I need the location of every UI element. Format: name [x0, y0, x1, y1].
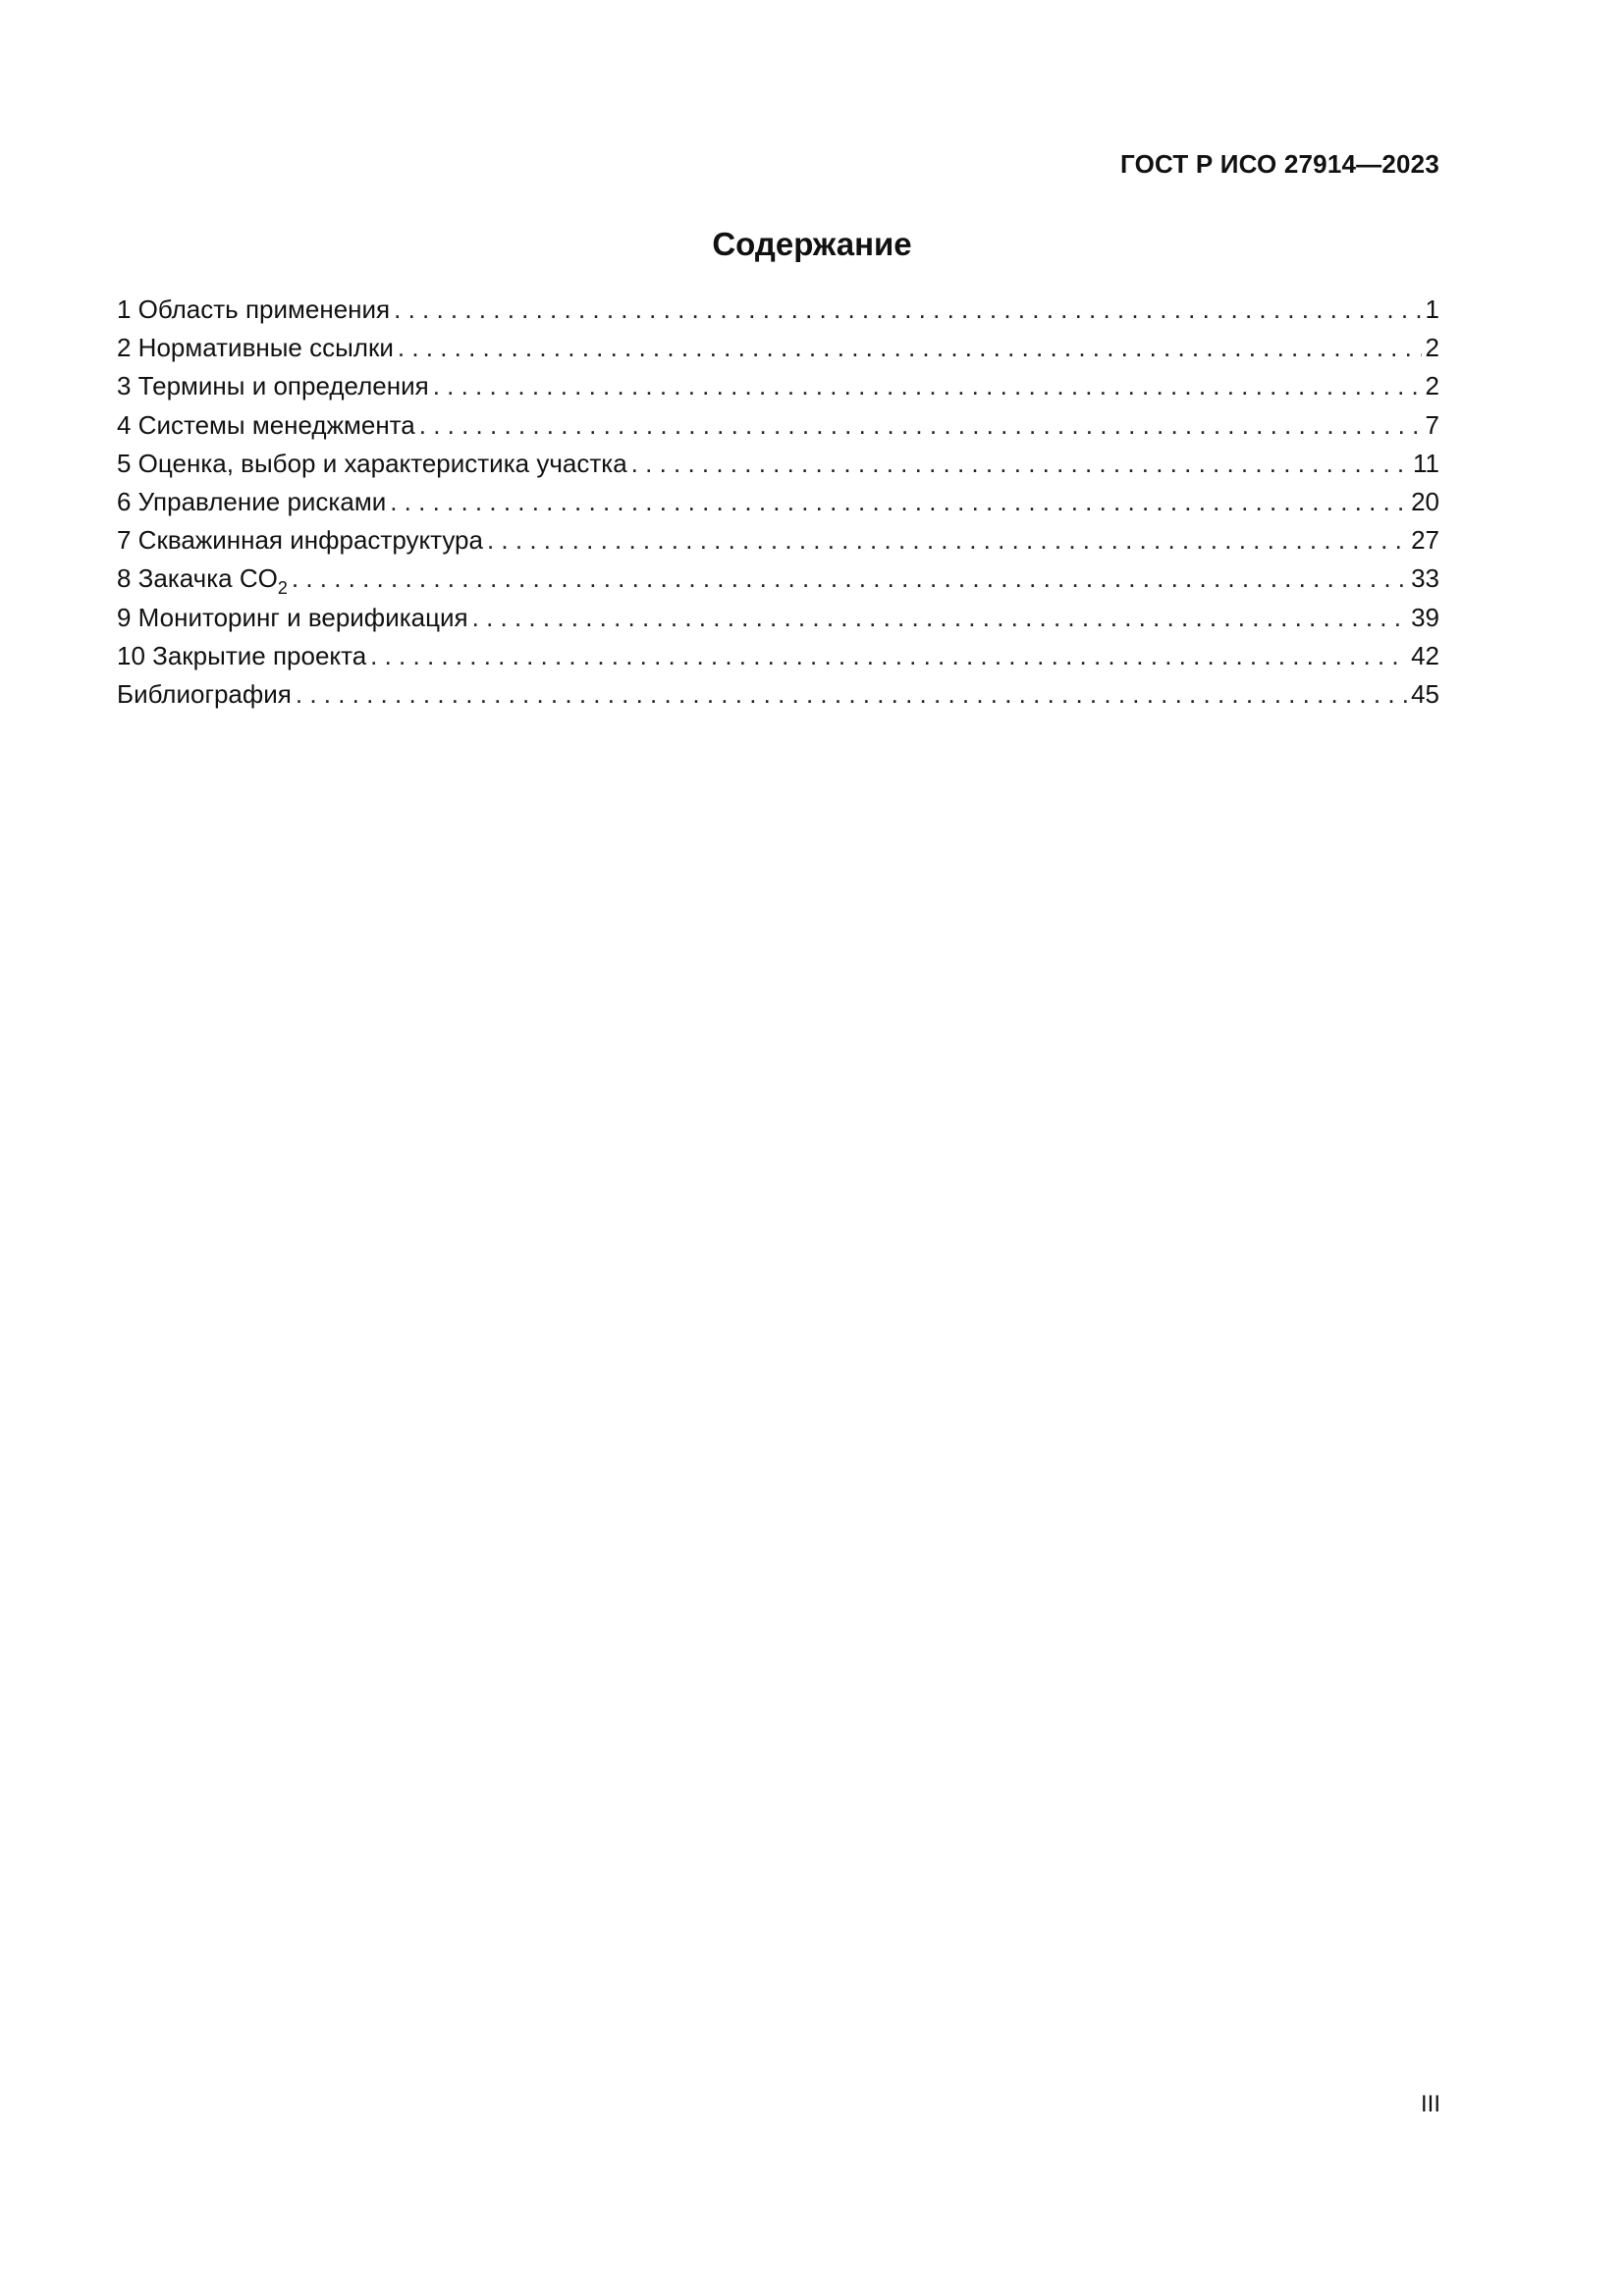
toc-entry-label: 6 Управление рисками [117, 486, 387, 516]
toc-leader-dots [398, 329, 1422, 367]
toc-leader-dots [433, 367, 1422, 405]
toc-entry-page: 1 [1425, 294, 1439, 324]
toc-entry-label: 7 Скважинная инфраструктура [117, 525, 483, 556]
toc-entry-label-text: 8 Закачка CO [117, 563, 278, 594]
page-number: III [1420, 2091, 1440, 2117]
table-of-contents [117, 291, 1439, 714]
toc-entry-label: 5 Оценка, выбор и характеристика участка [117, 448, 627, 478]
toc-entry-page: 45 [1411, 678, 1439, 709]
toc-entry-scope[interactable] [117, 291, 1439, 329]
toc-entry-page: 11 [1413, 448, 1439, 478]
toc-entry-risk-management[interactable] [117, 483, 1439, 521]
toc-entry-page: 2 [1425, 371, 1439, 401]
toc-entry-well-infrastructure[interactable] [117, 521, 1439, 560]
toc-entry-project-closure[interactable] [117, 637, 1439, 675]
toc-entry-monitoring-verification[interactable] [117, 599, 1439, 637]
toc-leader-dots [631, 445, 1409, 483]
toc-entry-management-systems[interactable] [117, 406, 1439, 445]
toc-leader-dots [370, 637, 1407, 675]
toc-entry-label: 1 Область применения [117, 294, 391, 324]
toc-entry-label [117, 560, 288, 598]
toc-leader-dots [487, 521, 1407, 560]
toc-entry-page: 20 [1411, 486, 1439, 516]
toc-entry-page: 27 [1411, 525, 1439, 556]
toc-entry-page: 39 [1411, 602, 1439, 632]
toc-entry-label: 4 Системы менеджмента [117, 409, 415, 440]
toc-entry-co2-injection[interactable] [117, 560, 1439, 598]
toc-entry-normative-references[interactable] [117, 329, 1439, 367]
toc-entry-page: 42 [1411, 640, 1439, 670]
document-code: ГОСТ Р ИСО 27914—2023 [1119, 149, 1439, 179]
toc-entry-label: Библиография [117, 678, 292, 709]
toc-leader-dots [472, 599, 1407, 637]
toc-leader-dots [390, 483, 1407, 521]
toc-leader-dots [394, 291, 1421, 329]
toc-entry-page: 2 [1425, 333, 1439, 363]
toc-leader-dots [419, 406, 1422, 445]
toc-entry-label: 3 Термины и определения [117, 371, 429, 401]
toc-entry-site-assessment[interactable] [117, 445, 1439, 483]
toc-entry-terms-definitions[interactable] [117, 367, 1439, 405]
toc-entry-bibliography[interactable] [117, 675, 1439, 714]
subscript-text: 2 [277, 578, 288, 599]
toc-title: Содержание [712, 226, 912, 262]
toc-leader-dots [296, 675, 1407, 714]
toc-leader-dots [292, 560, 1407, 598]
toc-entry-label: 10 Закрытие проекта [117, 640, 367, 670]
toc-entry-label: 9 Мониторинг и верификация [117, 602, 468, 632]
toc-entry-page: 33 [1411, 563, 1439, 594]
toc-entry-page: 7 [1425, 409, 1439, 440]
toc-entry-label: 2 Нормативные ссылки [117, 333, 394, 363]
